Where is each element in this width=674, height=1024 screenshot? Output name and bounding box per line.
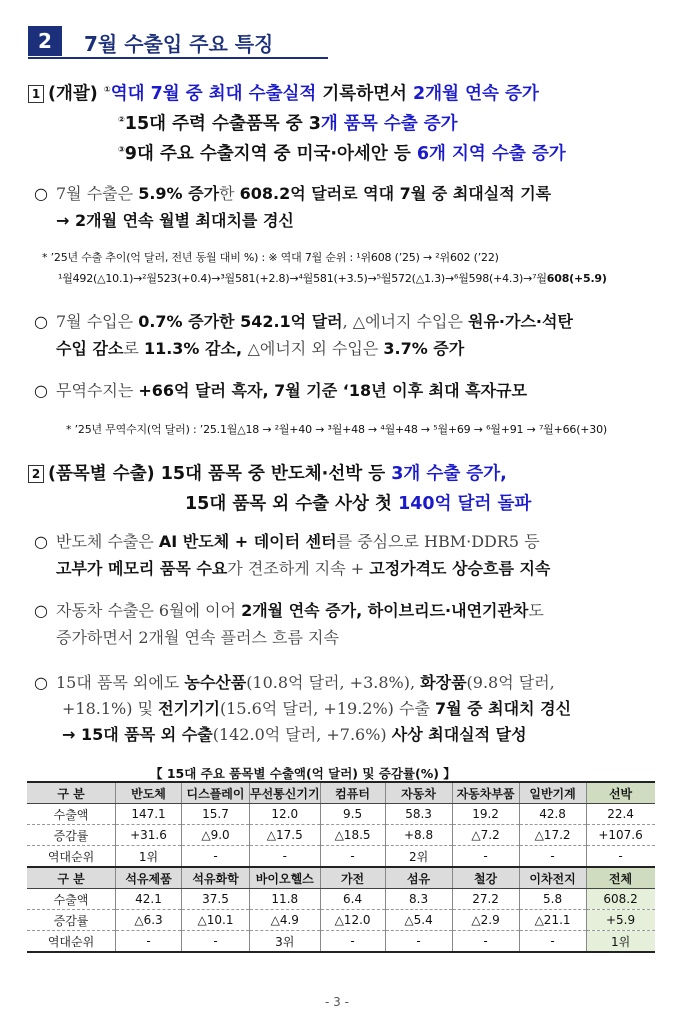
items-2b: 140억 달러 돌파 bbox=[398, 494, 532, 514]
table-cell: 608.2 bbox=[586, 889, 655, 910]
auto-line-1 bbox=[34, 600, 544, 622]
table-cell: - bbox=[452, 931, 519, 953]
table-cell: 2위 bbox=[385, 846, 452, 868]
table-header-cell: 자동차 bbox=[385, 782, 452, 804]
table-cell: △17.2 bbox=[519, 825, 586, 846]
other-1e: (9.8억 달러, bbox=[466, 673, 555, 692]
table-header-cell: 선박 bbox=[586, 782, 655, 804]
items-2a: 15대 품목 외 수출 사상 첫 bbox=[185, 494, 399, 514]
table-header-cell: 석유화학 bbox=[182, 867, 250, 889]
semi-2b: 가 견조하게 지속 + bbox=[227, 559, 370, 578]
table-cell: +107.6 bbox=[586, 825, 655, 846]
export-1d: 608.2억 달러로 역대 7월 중 최대실적 기록 bbox=[239, 184, 552, 203]
table-cell: 42.8 bbox=[519, 804, 586, 825]
overview-1b: 기록하면서 bbox=[316, 84, 414, 104]
section-title: 7월 수출입 주요 특징 bbox=[84, 32, 274, 56]
table-cell: - bbox=[519, 931, 586, 953]
table-cell: △21.1 bbox=[519, 910, 586, 931]
table-cell: △17.5 bbox=[250, 825, 321, 846]
table-cell: 수출액 bbox=[27, 804, 116, 825]
other-2c: (15.6억 달러, +19.2%) 수출 bbox=[219, 699, 435, 718]
bullet: ○ bbox=[34, 312, 48, 331]
table-cell: +31.6 bbox=[116, 825, 182, 846]
other-1d: 화장품 bbox=[420, 673, 467, 692]
table-cell: - bbox=[320, 846, 385, 868]
auto-line-2: 증가하면서 2개월 연속 플러스 흐름 지속 bbox=[56, 628, 339, 647]
table-cell: 22.4 bbox=[586, 804, 655, 825]
table-cell: 5.8 bbox=[519, 889, 586, 910]
table-cell: 42.1 bbox=[116, 889, 182, 910]
section-underline bbox=[28, 57, 328, 59]
table-cell: 8.3 bbox=[385, 889, 452, 910]
other-3a: → 15대 품목 외 수출 bbox=[62, 725, 213, 744]
table-header-cell: 전체 bbox=[586, 867, 655, 889]
auto-1a: 자동차 수출은 6월에 이어 bbox=[56, 601, 242, 620]
overview-label: (개괄) bbox=[48, 84, 98, 104]
table-cell: △4.9 bbox=[250, 910, 321, 931]
overview-2b: 개 품목 수출 증가 bbox=[320, 114, 458, 134]
overview-1c: 2개월 연속 증가 bbox=[413, 84, 539, 104]
overview-box-number: 1 bbox=[28, 85, 44, 103]
mark-1: ① bbox=[103, 85, 111, 95]
other-3c: 사상 최대실적 달성 bbox=[391, 725, 527, 744]
table-cell: 3위 bbox=[250, 931, 321, 953]
semi-1c: 를 중심으로 HBM·DDR5 등 bbox=[336, 532, 540, 551]
table-cell: △6.3 bbox=[116, 910, 182, 931]
other-1b: 농수산품 bbox=[184, 673, 247, 692]
semi-line-1 bbox=[34, 531, 540, 553]
table-header-cell: 반도체 bbox=[116, 782, 182, 804]
export-note-2b: 608(+5.9) bbox=[546, 272, 607, 285]
table-header-cell: 이차전지 bbox=[519, 867, 586, 889]
table-cell: △2.9 bbox=[452, 910, 519, 931]
items-1b: 3개 수출 증가, bbox=[391, 464, 507, 484]
table-cell: - bbox=[250, 846, 321, 868]
table-cell: 15.7 bbox=[182, 804, 250, 825]
import-2b: 로 bbox=[123, 339, 144, 358]
export-line-1 bbox=[34, 183, 551, 205]
balance-1b: +66억 달러 흑자, 7월 기준 ‘18년 이후 최대 흑자규모 bbox=[138, 381, 527, 400]
table-row bbox=[27, 804, 655, 825]
table-cell: 11.8 bbox=[250, 889, 321, 910]
export-1a: 7월 수출은 bbox=[56, 184, 139, 203]
import-2c: 11.3% 감소, bbox=[143, 339, 248, 358]
table-cell: △5.4 bbox=[385, 910, 452, 931]
items-label: (품목별 수출) bbox=[48, 464, 155, 484]
table-cell: △9.0 bbox=[182, 825, 250, 846]
table-row bbox=[27, 910, 655, 931]
items-heading-2 bbox=[185, 490, 531, 515]
items-heading-1 bbox=[28, 460, 507, 485]
table-cell: - bbox=[385, 931, 452, 953]
export-line-2 bbox=[56, 210, 294, 232]
export-1b: 5.9% 증가 bbox=[138, 184, 220, 203]
table-header-cell: 섬유 bbox=[385, 867, 452, 889]
export-note-2a: ¹월492(△10.1)→²월523(+0.4)→³월581(+2.8)→⁴월581(+3.5)→⁵월572(△1.3)→⁶월598(+4.3)→⁷월 bbox=[58, 272, 547, 285]
import-1c: , △에너지 수입은 bbox=[342, 312, 469, 331]
export-note-1: * ’25년 수출 추이(억 달러, 전년 동월 대비 %) : ※ 역대 7월 순위 : ¹위608 (’25) → ²위602 (’22) bbox=[42, 251, 499, 264]
bullet: ○ bbox=[34, 184, 48, 203]
table-cell: 1위 bbox=[116, 846, 182, 868]
export-2: → 2개월 연속 월별 최대치를 경신 bbox=[56, 211, 294, 230]
table-header-cell: 디스플레이 bbox=[182, 782, 250, 804]
table-cell: 1위 bbox=[586, 931, 655, 953]
mark-3: ③ bbox=[118, 145, 125, 155]
other-1a: 15대 품목 외에도 bbox=[56, 673, 185, 692]
table-cell: 증감률 bbox=[27, 910, 116, 931]
overview-line-3 bbox=[118, 140, 566, 165]
table-cell: - bbox=[519, 846, 586, 868]
bullet: ○ bbox=[34, 601, 48, 620]
bullet: ○ bbox=[34, 381, 48, 400]
table-cell: - bbox=[116, 931, 182, 953]
section-number: 2 bbox=[28, 26, 62, 56]
semi-line-2 bbox=[56, 558, 550, 580]
table-header-cell: 가전 bbox=[320, 867, 385, 889]
table-header-cell: 무선통신기기 bbox=[250, 782, 321, 804]
other-line-2 bbox=[62, 698, 571, 720]
table-cell: △7.2 bbox=[452, 825, 519, 846]
mark-2: ② bbox=[118, 115, 125, 125]
overview-line-2 bbox=[118, 110, 458, 135]
table-cell: 6.4 bbox=[320, 889, 385, 910]
other-3b: (142.0억 달러, +7.6%) bbox=[212, 725, 392, 744]
import-line-2 bbox=[56, 338, 464, 360]
table-cell: +5.9 bbox=[586, 910, 655, 931]
page-number: - 3 - bbox=[325, 995, 349, 1009]
table-cell: 147.1 bbox=[116, 804, 182, 825]
overview-3b: 6개 지역 수출 증가 bbox=[416, 144, 566, 164]
table-cell: - bbox=[182, 846, 250, 868]
table-cell: 역대순위 bbox=[27, 931, 116, 953]
table-cell: - bbox=[586, 846, 655, 868]
table-cell: - bbox=[452, 846, 519, 868]
bullet: ○ bbox=[34, 673, 48, 692]
import-line-1 bbox=[34, 311, 573, 333]
table-cell: 수출액 bbox=[27, 889, 116, 910]
table-header-cell: 구 분 bbox=[27, 782, 116, 804]
overview-2a: 15대 주력 수출품목 중 3 bbox=[124, 114, 321, 134]
table-cell: 9.5 bbox=[320, 804, 385, 825]
table-cell: 19.2 bbox=[452, 804, 519, 825]
table-cell: 37.5 bbox=[182, 889, 250, 910]
balance-1a: 무역수지는 bbox=[56, 381, 139, 400]
bullet: ○ bbox=[34, 532, 48, 551]
table-cell: - bbox=[182, 931, 250, 953]
table-row bbox=[27, 825, 655, 846]
table-row bbox=[27, 889, 655, 910]
balance-line-1 bbox=[34, 380, 527, 402]
export-table bbox=[27, 781, 655, 953]
table-header-cell: 바이오헬스 bbox=[250, 867, 321, 889]
table-header-cell: 구 분 bbox=[27, 867, 116, 889]
table-cell: - bbox=[320, 931, 385, 953]
table-caption: 【 15대 주요 품목별 수출액(억 달러) 및 증감률(%) 】 bbox=[150, 766, 456, 781]
table-header-cell: 석유제품 bbox=[116, 867, 182, 889]
import-1a: 7월 수입은 bbox=[56, 312, 139, 331]
import-2d: △에너지 외 수입은 bbox=[247, 339, 384, 358]
table-header-row bbox=[27, 867, 655, 889]
other-1c: (10.8억 달러, +3.8%), bbox=[246, 673, 421, 692]
table-row bbox=[27, 931, 655, 953]
export-note-2 bbox=[58, 270, 607, 286]
table-cell: 증감률 bbox=[27, 825, 116, 846]
table-cell: 58.3 bbox=[385, 804, 452, 825]
table-header-cell: 일반기계 bbox=[519, 782, 586, 804]
semi-1b: AI 반도체 + 데이터 센터 bbox=[158, 532, 337, 551]
overview-1a: 역대 7월 중 최대 수출실적 bbox=[110, 84, 317, 104]
table-header-row bbox=[27, 782, 655, 804]
table-cell: △10.1 bbox=[182, 910, 250, 931]
table-cell: △12.0 bbox=[320, 910, 385, 931]
table-header-cell: 컴퓨터 bbox=[320, 782, 385, 804]
table-cell: 12.0 bbox=[250, 804, 321, 825]
import-2a: 수입 감소 bbox=[56, 339, 124, 358]
other-2b: 전기기기 bbox=[158, 699, 220, 718]
semi-2c: 고정가격도 상승흐름 지속 bbox=[369, 559, 551, 578]
table-cell: △18.5 bbox=[320, 825, 385, 846]
overview-3a: 9대 주요 수출지역 중 미국·아세안 등 bbox=[124, 144, 417, 164]
other-line-3 bbox=[62, 724, 527, 746]
balance-note: * ’25년 무역수지(억 달러) : ’25.1월△18 → ²월+40 → ³월+48 → ⁴월+48 → ⁵월+69 → ⁶월+91 → ⁷월+66(+30) bbox=[66, 423, 607, 436]
items-box-number: 2 bbox=[28, 465, 44, 483]
other-line-1 bbox=[34, 672, 555, 694]
auto-1b: 2개월 연속 증가, 하이브리드·내연기관차 bbox=[241, 601, 529, 620]
export-1c: 한 bbox=[219, 184, 240, 203]
import-1d: 원유·가스·석탄 bbox=[468, 312, 573, 331]
semi-1a: 반도체 수출은 bbox=[56, 532, 159, 551]
other-2a: +18.1%) 및 bbox=[62, 699, 159, 718]
table-row bbox=[27, 846, 655, 868]
other-2d: 7월 중 최대치 경신 bbox=[435, 699, 572, 718]
table-header-cell: 자동차부품 bbox=[452, 782, 519, 804]
table-cell: +8.8 bbox=[385, 825, 452, 846]
import-2e: 3.7% 증가 bbox=[383, 339, 465, 358]
table-header-cell: 철강 bbox=[452, 867, 519, 889]
items-1a: 15대 품목 중 반도체·선박 등 bbox=[154, 464, 392, 484]
semi-2a: 고부가 메모리 품목 수요 bbox=[56, 559, 228, 578]
overview-line-1 bbox=[28, 80, 539, 105]
table-cell: 27.2 bbox=[452, 889, 519, 910]
table-cell: 역대순위 bbox=[27, 846, 116, 868]
auto-1c: 도 bbox=[528, 601, 544, 620]
import-1b: 0.7% 증가한 542.1억 달러 bbox=[138, 312, 343, 331]
